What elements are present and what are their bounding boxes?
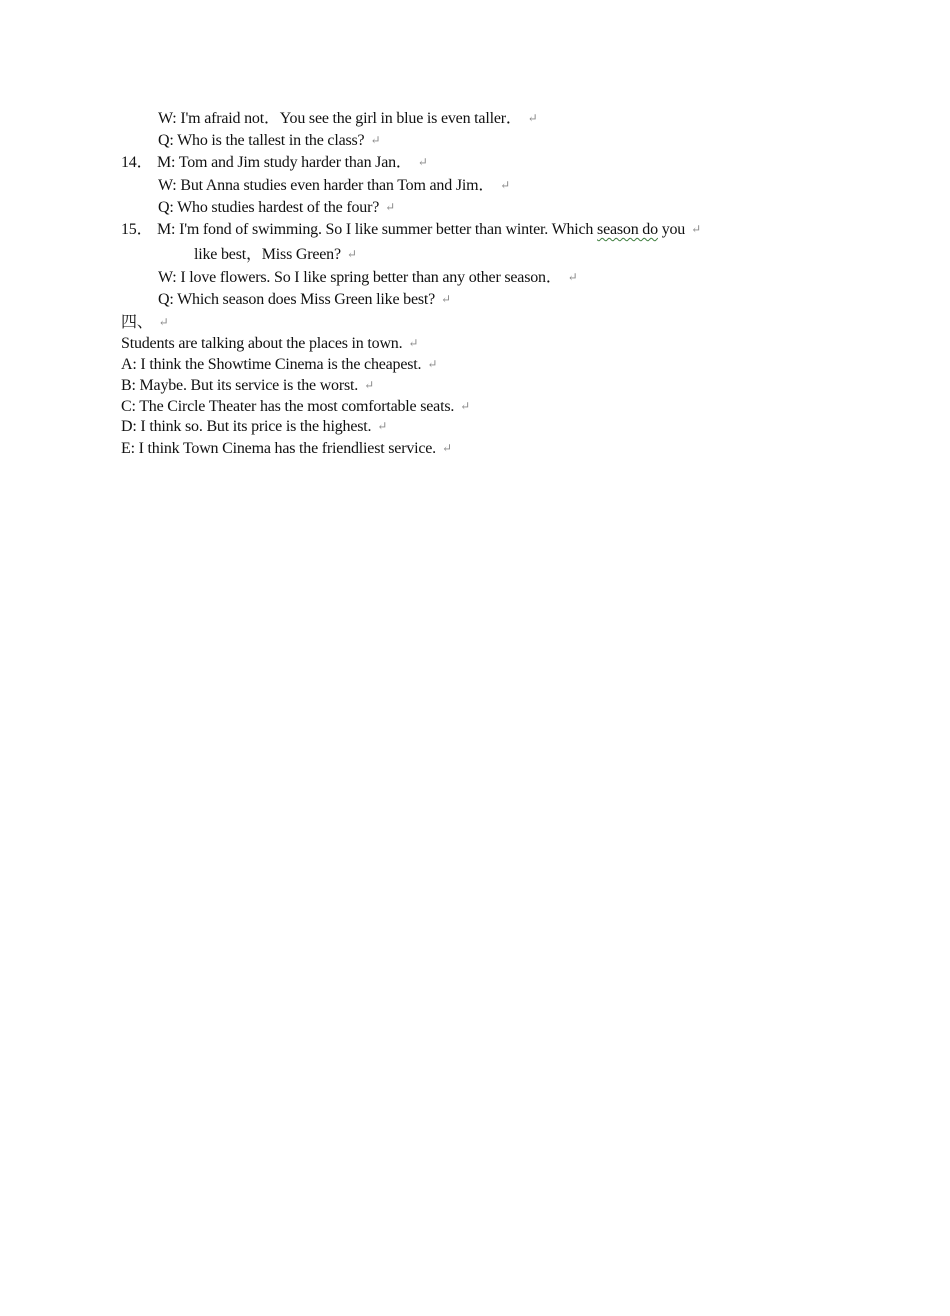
- line-text: like best，Miss Green?: [194, 246, 341, 263]
- paragraph-mark-icon: ↵: [441, 292, 451, 306]
- statement-line: [121, 438, 452, 459]
- statement-line: [121, 354, 437, 375]
- dialogue-line: [158, 267, 578, 288]
- paragraph-mark-icon: ↵: [691, 222, 701, 236]
- question-line: [158, 130, 380, 151]
- paragraph-mark-icon: ↵: [527, 111, 538, 125]
- continuation-line: [194, 244, 357, 265]
- paragraph-mark-icon: ↵: [408, 336, 419, 350]
- paragraph-mark-icon: ↵: [377, 419, 388, 433]
- line-text-tail: you: [657, 221, 686, 238]
- paragraph-mark-icon: ↵: [158, 315, 169, 329]
- paragraph-mark-icon: ↵: [370, 133, 381, 147]
- paragraph-mark-icon: ↵: [346, 247, 357, 261]
- dialogue-line: [158, 175, 510, 196]
- paragraph-mark-icon: ↵: [385, 200, 395, 214]
- line-text: Q: Who is the tallest in the class?: [158, 132, 365, 149]
- dialogue-line: [158, 108, 538, 129]
- paragraph-mark-icon: ↵: [417, 155, 428, 169]
- line-text: Q: Which season does Miss Green like best?: [158, 291, 436, 308]
- numbered-dialogue-line: [121, 152, 428, 173]
- line-text: A: I think the Showtime Cinema is the cheapest.: [121, 356, 422, 373]
- section-heading: [121, 312, 168, 333]
- line-text: Q: Who studies hardest of the four?: [158, 199, 380, 216]
- paragraph-mark-icon: ↵: [460, 399, 471, 413]
- section-number: 四、: [121, 314, 153, 331]
- line-text: Students are talking about the places in town.: [121, 335, 403, 352]
- statement-line: [121, 396, 470, 417]
- statement-line: [121, 375, 374, 396]
- question-line: [158, 289, 451, 310]
- line-text: C: The Circle Theater has the most comfortable seats.: [121, 398, 455, 415]
- item-number: 14．: [121, 154, 153, 171]
- line-text: E: I think Town Cinema has the friendliest service.: [121, 440, 436, 457]
- line-text: W: I love flowers. So I like spring better than any other season．: [158, 269, 562, 286]
- line-text: W: But Anna studies even harder than Tom and Jim．: [158, 177, 495, 194]
- paragraph-mark-icon: ↵: [567, 270, 578, 284]
- line-text: W: I'm afraid not．You see the girl in blue is even taller．: [158, 110, 522, 127]
- paragraph-mark-icon: ↵: [441, 441, 452, 455]
- paragraph-mark-icon: ↵: [427, 357, 438, 371]
- statement-line: [121, 416, 387, 437]
- question-line: [158, 197, 395, 218]
- paragraph-mark-icon: ↵: [500, 178, 510, 192]
- line-text: B: Maybe. But its service is the worst.: [121, 377, 359, 394]
- item-number: 15．: [121, 221, 153, 238]
- line-text: D: I think so. But its price is the highest.: [121, 418, 372, 435]
- line-text: M: I'm fond of swimming. So I like summer better than winter. Which: [157, 221, 598, 238]
- section-intro: [121, 333, 418, 354]
- spelling-underline-text: season do: [597, 221, 658, 238]
- line-text: M: Tom and Jim study harder than Jan．: [157, 154, 412, 171]
- numbered-dialogue-line: [121, 219, 701, 240]
- paragraph-mark-icon: ↵: [364, 378, 374, 392]
